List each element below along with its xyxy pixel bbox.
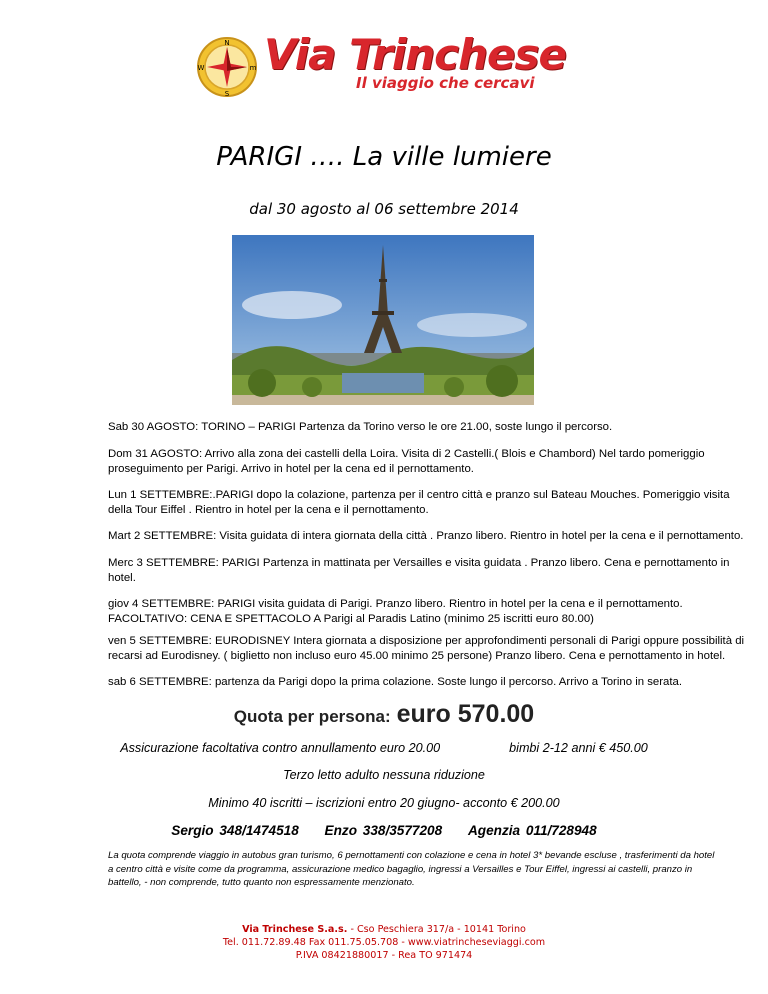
insurance-row [0, 741, 768, 755]
day-merc-3 [108, 556, 730, 586]
day-line: Dom 31 AGOSTO: Arrivo alla zona dei castelli della Loira. Visita di 2 Castelli.( Blois e Chambord) Nel tardo pomeriggio [108, 448, 705, 460]
trip-dates: dal 30 agosto al 06 settembre 2014 [249, 200, 519, 218]
page-title: PARIGI …. La ville lumiere [216, 142, 552, 172]
footer-company-line [0, 923, 768, 936]
footer-company: Via Trinchese S.a.s. [242, 924, 348, 935]
day-line: recarsi ad Eurodisney. ( biglietto non incluso euro 45.00 minimo 25 persone) Pranzo libero. Cena e pernottamento in hotel. [108, 650, 726, 662]
footer-address: - Cso Peschiera 317/a - 10141 Torino [347, 924, 526, 935]
day-giov-4 [108, 597, 698, 627]
footer [0, 923, 768, 962]
price-line [0, 700, 768, 729]
day-dom-31 [108, 447, 705, 477]
day-line: Merc 3 SETTEMBRE: PARIGI Partenza in mattinata per Versailles e visita guidata . Pranzo libero. Cena e pernottamento in [108, 557, 730, 569]
brand-name: Via Trinchese [264, 30, 566, 79]
price-value: euro 570.00 [396, 700, 535, 728]
day-line: Lun 1 SETTEMBRE:.PARIGI dopo la colazione, partenza per il centro città e pranzo sul Bateau Mouches. Pomeriggio visita [108, 489, 730, 501]
day-line: ven 5 SETTEMBRE: EURODISNEY Intera giornata a disposizione per approfondimenti personali di Parigi oppure possibilità di [108, 635, 745, 647]
contact-enzo: Enzo 338/3577208 [324, 823, 443, 838]
day-line: hotel. [108, 572, 136, 584]
contact-sergio: Sergio 348/1474518 [171, 823, 299, 838]
eiffel-tower-photo [232, 235, 534, 405]
insurance-text: Assicurazione facoltativa contro annullamento euro 20.00 [120, 741, 441, 755]
day-line: Sab 30 AGOSTO: TORINO – PARIGI Partenza da Torino verso le ore 21.00, soste lungo il percorso. [108, 421, 613, 433]
day-line: proseguimento per Parigi. Arrivo in hotel per la cena ed il pernottamento. [108, 463, 474, 475]
day-ven-5 [108, 634, 745, 664]
day-line: sab 6 SETTEMBRE: partenza da Parigi dopo la prima colazione. Soste lungo il percorso. Arrivo a Torino in serata. [108, 676, 683, 688]
footer-phones[interactable]: Tel. 011.72.89.48 Fax 011.75.05.708 - www.viatrincheseviaggi.com [222, 937, 546, 948]
inclusions-note [108, 849, 715, 890]
compass-s: S [224, 90, 230, 98]
note-line: battello, - non comprende, tutto quanto non espressamente menzionato. [108, 877, 415, 888]
children-price: bimbi 2-12 anni € 450.00 [509, 741, 648, 755]
price-label: Quota per persona: [233, 707, 391, 726]
company-logo [196, 30, 566, 98]
day-line: giov 4 SETTEMBRE: PARIGI visita guidata di Parigi. Pranzo libero. Rientro in hotel per la cena e il pernottamento. [108, 598, 683, 610]
footer-vat: P.IVA 08421880017 - Rea TO 971474 [295, 950, 473, 961]
day-mart-2 [108, 529, 744, 544]
third-bed: Terzo letto adulto nessuna riduzione [283, 768, 485, 782]
compass-icon [196, 36, 258, 98]
day-line: della Tour Eiffel . Rientro in hotel per la cena e il pernottamento. [108, 504, 429, 516]
day-lun-1 [108, 488, 730, 518]
brand-tagline: Il viaggio che cercavi [356, 74, 535, 92]
day-sab-6 [108, 675, 698, 690]
contacts [0, 823, 768, 838]
day-line: Mart 2 SETTEMBRE: Visita guidata di intera giornata della città . Pranzo libero. Rientro in hotel per la cena e il pernottamento. [108, 530, 744, 542]
day-line: FACOLTATIVO: CENA E SPETTACOLO A Parigi al Paradis Latino (minimo 25 iscritti euro 80.00) [108, 613, 594, 625]
compass-n: N [224, 39, 230, 47]
day-sab-30 [108, 420, 698, 435]
contact-agenzia: Agenzia 011/728948 [467, 823, 597, 838]
note-line: La quota comprende viaggio in autobus gran turismo, 6 pernottamenti con colazione e cena in hotel 3* bevande escluse , trasferimenti da hotel [108, 850, 715, 861]
note-line: a centro città e visite come da programma, assicurazione medico bagaglio, ingressi a Versailles e Tour Eiffel, ingressi ai castelli, pranzo in [108, 863, 693, 875]
minimum-participants: Minimo 40 iscritti – iscrizioni entro 20 giugno- acconto € 200.00 [208, 796, 560, 810]
compass-w: W [197, 64, 205, 72]
compass-e: m [249, 64, 257, 72]
